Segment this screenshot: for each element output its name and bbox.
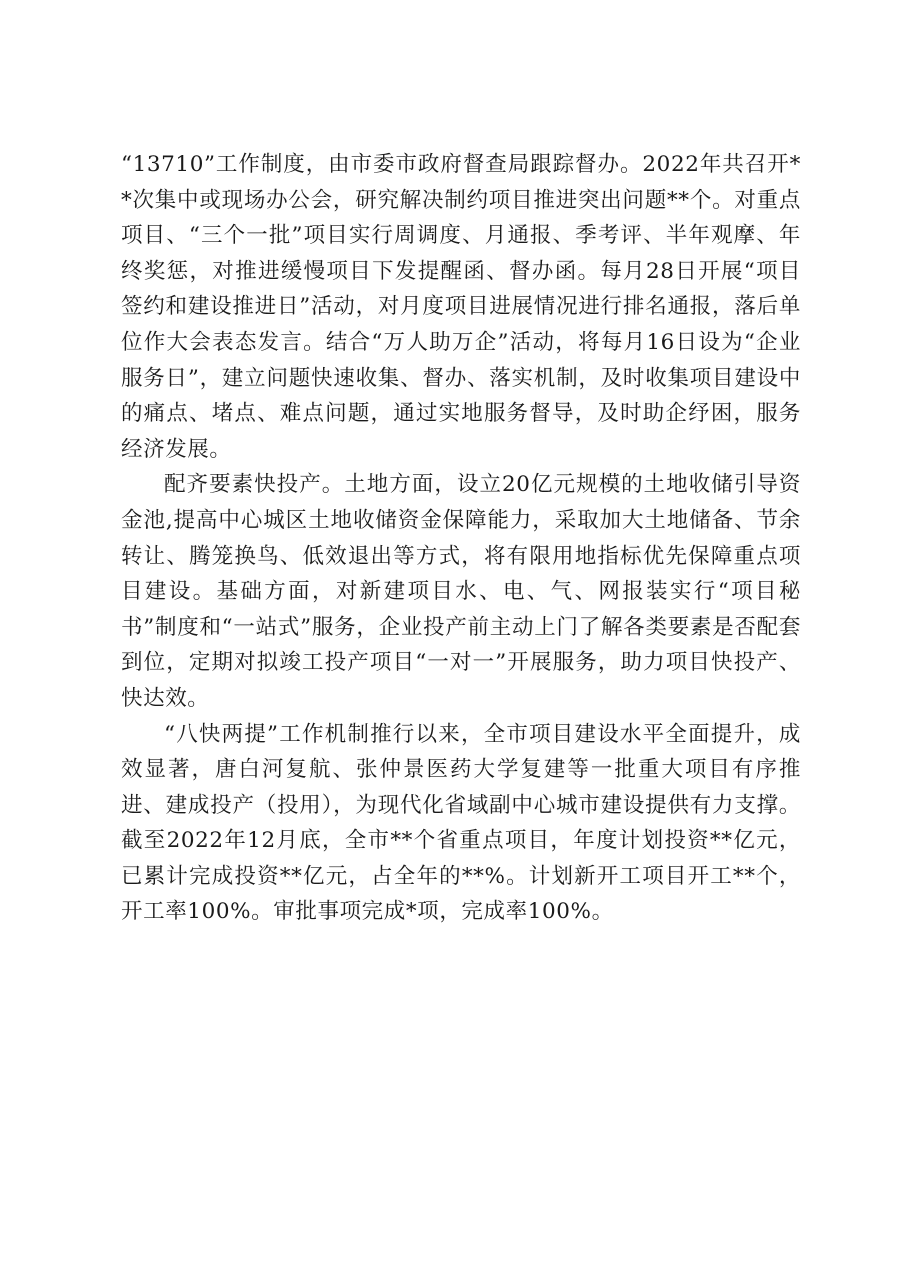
document-body: [121, 147, 801, 930]
paragraph-factor-supply: 配齐要素快投产。土地方面，设立20亿元规模的土地收储引导资金池,提高中心城区土地收储资金保障能力，采取加大土地储备、节余转让、腾笼换鸟、低效退出等方式，将有限用地指标优先保障重点项目建设。基础方面，对新建项目水、电、气、网报装实行“项目秘书”制度和“一站式”服务，企业投产前主动上门了解各类要素是否配套到位，定期对拟竣工投产项目“一对一”开展服务，助力项目快投产、快达效。: [121, 472, 801, 711]
paragraph-work-system: “13710”工作制度，由市委市政府督查局跟踪督办。2022年共召开**次集中或现场办公会，研究解决制约项目推进突出问题**个。对重点项目、“三个一批”项目实行周调度、月通报、季考评、半年观摩、年终奖惩，对推进缓慢项目下发提醒函、督办函。每月28日开展“项目签约和建设推进日”活动，对月度项目进展情况进行排名通报，落后单位作大会表态发言。结合“万人助万企”活动，将每月16日设为“企业服务日”，建立问题快速收集、督办、落实机制，及时收集项目建设中的痛点、堵点、难点问题，通过实地服务督导，及时助企纾困，服务经济发展。: [121, 152, 801, 462]
paragraph-results-summary: “八快两提”工作机制推行以来，全市项目建设水平全面提升，成效显著，唐白河复航、张仲景医药大学复建等一批重大项目有序推进、建成投产（投用），为现代化省域副中心城市建设提供有力支撑。截至2022年12月底，全市**个省重点项目，年度计划投资**亿元，已累计完成投资**亿元，占全年的**%。计划新开工项目开工**个，开工率100%。审批事项完成*项，完成率100%。: [121, 721, 801, 925]
